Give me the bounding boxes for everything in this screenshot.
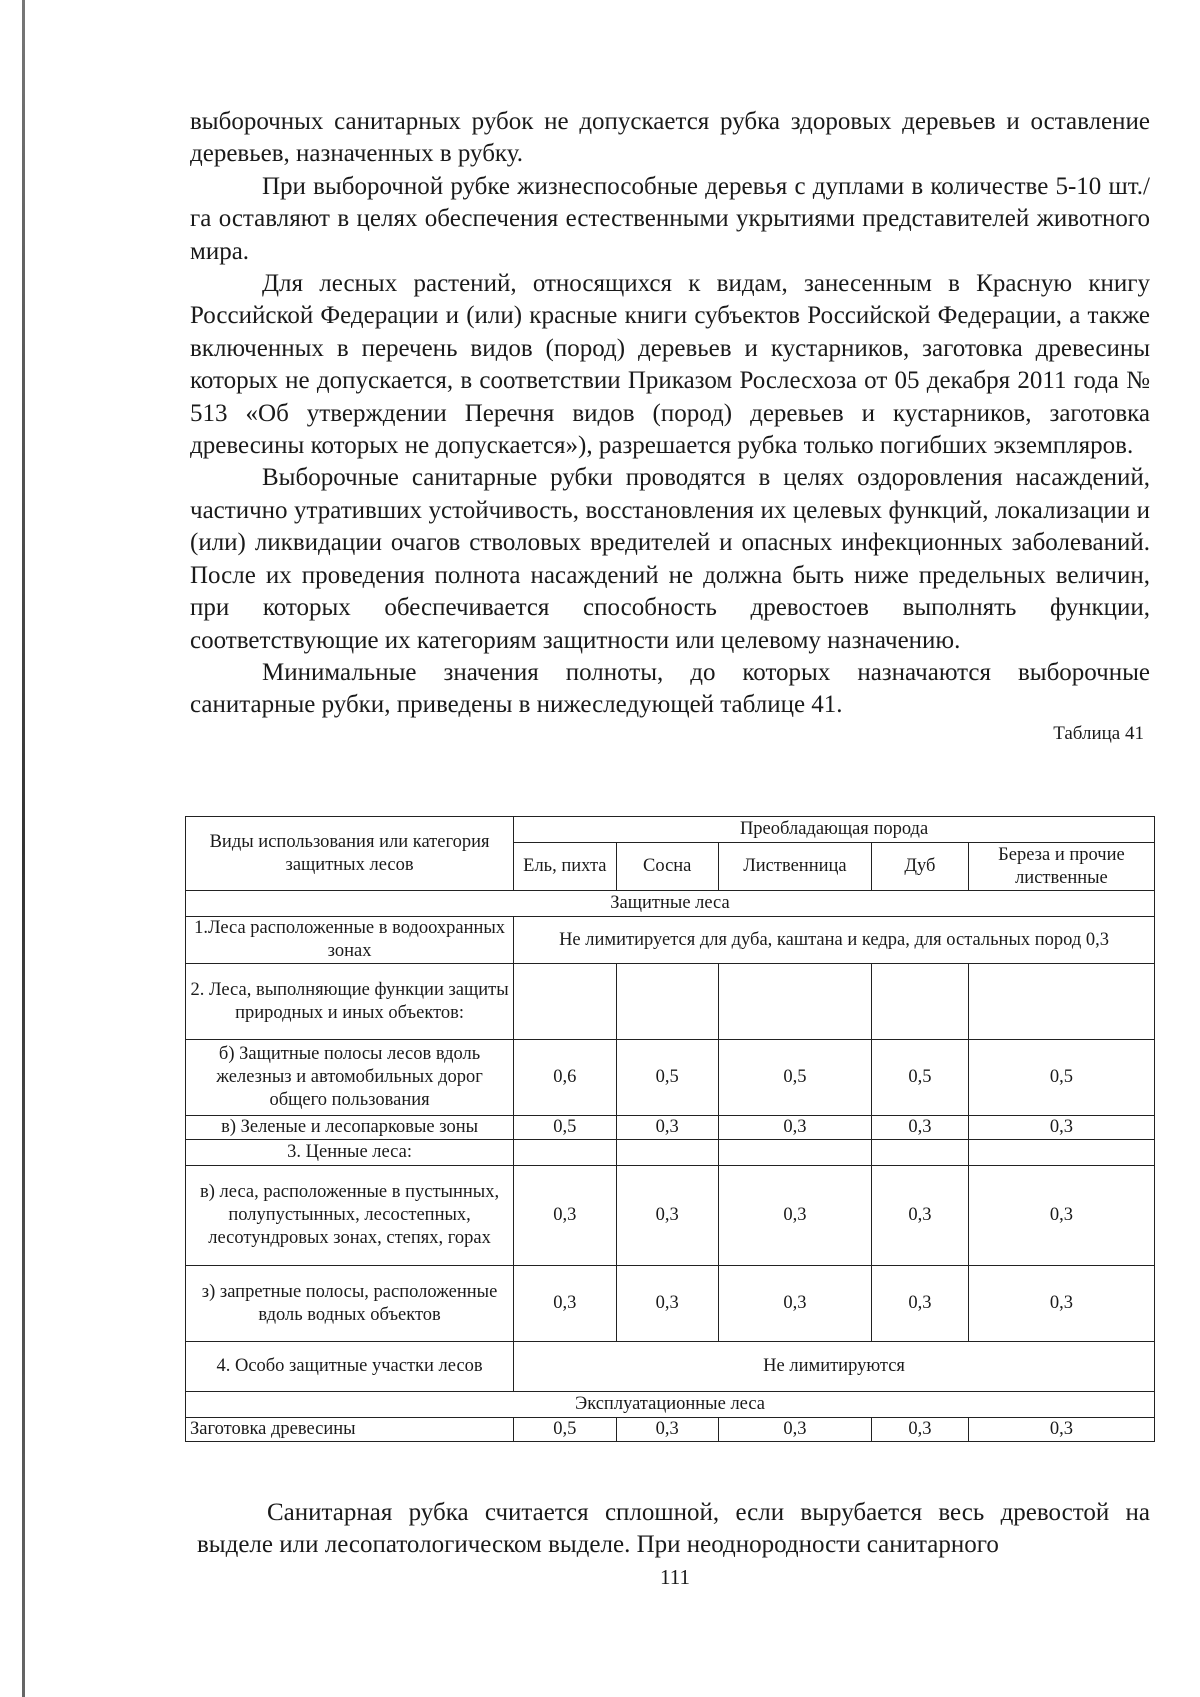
table-cell [871,1140,968,1166]
header-birch-deciduous: Береза и прочие лиственные [968,843,1154,891]
density-table [185,816,1155,1442]
table-row [186,1166,1155,1266]
table-cell [514,1140,616,1166]
table-cell: 0,3 [718,1166,871,1266]
table-cell: 0,3 [718,1266,871,1342]
table-row [186,1342,1155,1392]
table-cell [871,964,968,1040]
table-cell: 0,5 [616,1040,718,1116]
paragraph-red-book: Для лесных растений, относящихся к видам, занесенным в Красную книгу Российской Федерации и (или) красные книги субъектов Российской Федерации, а также включенных в перечень видов (пород) деревьев и кустарников, заготовка древесины которых не допускается, в соответствии Приказом Рослесхоза от 05 декабря 2011 года № 513 «Об утверждении Перечня видов (пород) деревьев и кустарников, заготовка древесины которых не допускается»), разрешается рубка только погибших экземпляров. [190,270,1150,460]
table-cell [616,1140,718,1166]
table-cell: 0,3 [718,1116,871,1140]
row-label: 1.Леса расположенные в водоохранных зонах [186,917,514,964]
table-cell: 0,5 [871,1040,968,1116]
table-cell: 0,3 [514,1166,616,1266]
row-merged-value: Не лимитируются [514,1342,1155,1392]
table-cell [968,964,1154,1040]
section-protective-forests: Защитные леса [186,891,1155,917]
paragraph-hollow-trees: При выборочной рубке жизнеспособные деревья с дуплами в количестве 5-10 шт./га оставляют в целях обеспечения естественными укрытиями представителей животного мира. [190,172,1150,265]
table-cell: 0,3 [871,1166,968,1266]
table-row [186,1418,1155,1442]
document-body [190,106,1150,746]
table-cell: 0,3 [616,1418,718,1442]
table-cell: 0,3 [616,1166,718,1266]
paragraph-minimal-density: Минимальные значения полноты, до которых назначаются выборочные санитарные рубки, приведены в нижеследующей таблице 41. [190,658,1150,719]
table-cell: 0,3 [871,1116,968,1140]
table-cell: 0,3 [718,1418,871,1442]
page-number: 111 [660,1565,690,1589]
table-cell: 0,3 [968,1418,1154,1442]
row-label: в) леса, расположенные в пустынных, полупустынных, лесостепных, лесотундровых зонах, степях, горах [186,1166,514,1266]
table-row [186,964,1155,1040]
paragraph-clear-cut: Санитарная рубка считается сплошной, если вырубается весь древостой на выделе или лесопатологическом выделе. При неоднородности санитарного [197,1499,1150,1559]
table-cell: 0,3 [514,1266,616,1342]
table-cell: 0,3 [871,1266,968,1342]
table-cell: 0,3 [616,1266,718,1342]
table-caption: Таблица 41 [1053,722,1144,744]
row-label: з) запретные полосы, расположенные вдоль водных объектов [186,1266,514,1342]
table-cell: 0,5 [968,1040,1154,1116]
table-cell [718,964,871,1040]
row-label: Заготовка древесины [186,1418,514,1442]
bottom-text [197,1497,1150,1562]
section-exploitation-forests: Эксплуатационные леса [186,1392,1155,1418]
table-cell: 0,3 [968,1166,1154,1266]
table-row [186,1040,1155,1116]
scan-edge-line [22,0,25,1697]
header-pine: Сосна [616,843,718,891]
table-cell: 0,3 [968,1116,1154,1140]
table-cell: 0,3 [968,1266,1154,1342]
table-cell [968,1140,1154,1166]
table-row [186,1266,1155,1342]
table-row [186,1116,1155,1140]
table-header-row [186,817,1155,843]
table-cell: 0,5 [514,1418,616,1442]
table-cell [718,1140,871,1166]
header-oak: Дуб [871,843,968,891]
row-label: в) Зеленые и лесопарковые зоны [186,1116,514,1140]
table-cell [616,964,718,1040]
table-row [186,917,1155,964]
table-cell: 0,6 [514,1040,616,1116]
header-dominant-species: Преобладающая порода [514,817,1155,843]
row-label: 3. Ценные леса: [186,1140,514,1166]
paragraph-continuation: выборочных санитарных рубок не допускается рубка здоровых деревьев и оставление деревьев, назначенных в рубку. [190,108,1150,168]
row-label: б) Защитные полосы лесов вдоль железныз и автомобильных дорог общего пользования [186,1040,514,1116]
row-merged-value: Не лимитируется для дуба, каштана и кедра, для остальных пород 0,3 [514,917,1155,964]
section-row-exploitation [186,1392,1155,1418]
paragraph-selective-felling: Выборочные санитарные рубки проводятся в целях оздоровления насаждений, частично утративших устойчивость, восстановления их целевых функций, локализации и (или) ликвидации очагов стволовых вредителей и опасных инфекционных заболеваний. После их проведения полнота насаждений не должна быть ниже предельных величин, при которых обеспечивается способность древостоев выполнять функции, соответствующие их категориям защитности или целевому назначению. [190,464,1150,654]
table-cell: 0,5 [514,1116,616,1140]
section-row-protective [186,891,1155,917]
table-cell: 0,3 [616,1116,718,1140]
row-label: 2. Леса, выполняющие функции защиты природных и иных объектов: [186,964,514,1040]
table-cell [514,964,616,1040]
header-spruce-fir: Ель, пихта [514,843,616,891]
header-larch: Лиственница [718,843,871,891]
table-cell: 0,5 [718,1040,871,1116]
row-label: 4. Особо защитные участки лесов [186,1342,514,1392]
table-cell: 0,3 [871,1418,968,1442]
table-row [186,1140,1155,1166]
header-usage-type: Виды использования или категория защитных лесов [186,817,514,891]
